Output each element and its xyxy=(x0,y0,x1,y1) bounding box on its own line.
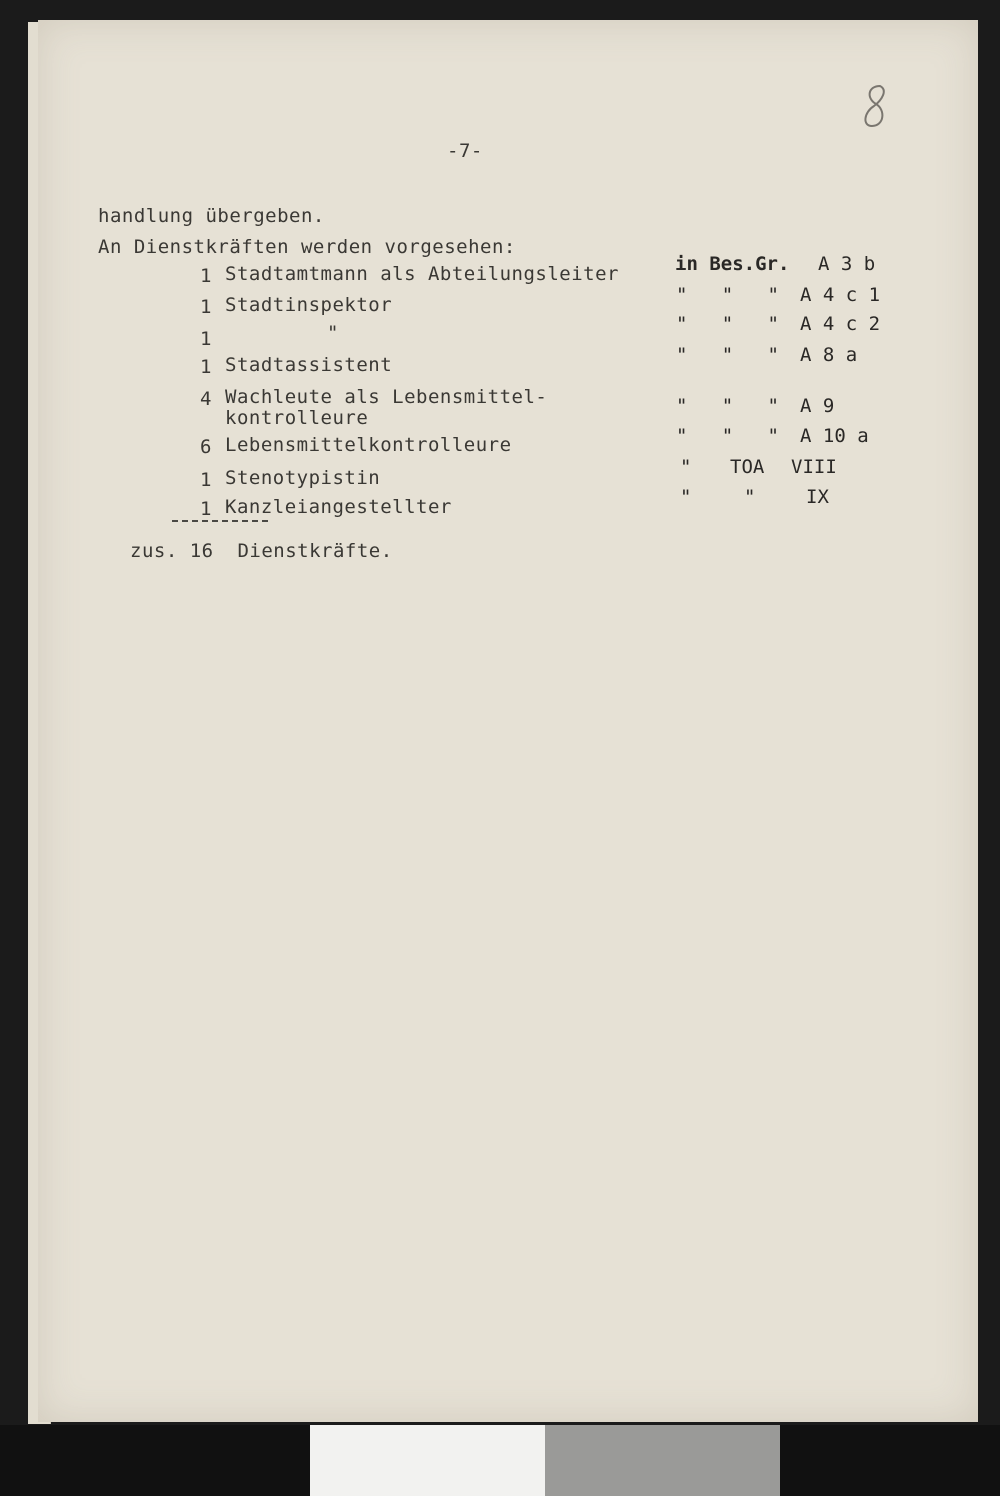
calibration-strip-black-right xyxy=(780,1425,1000,1496)
grade-prefix: " " " xyxy=(676,344,779,366)
page-number: -7- xyxy=(447,140,483,162)
staff-title: Stenotypistin xyxy=(225,467,381,489)
intro-line-1: handlung übergeben. xyxy=(98,205,325,227)
staff-count: 1 xyxy=(200,356,212,378)
grade-value: A 4 c 1 xyxy=(800,284,881,306)
grade-mid: " xyxy=(744,486,756,508)
grade-value: A 3 b xyxy=(818,253,876,275)
grade-value: A 9 xyxy=(800,395,835,417)
grade-value: IX xyxy=(806,486,829,508)
grade-prefix: " " " xyxy=(676,313,779,335)
staff-count: 1 xyxy=(200,328,212,350)
grade-prefix: " " " xyxy=(676,425,779,447)
total-underline xyxy=(172,520,268,522)
grade-prefix: in Bes.Gr. xyxy=(675,253,790,275)
calibration-strip-black xyxy=(0,1425,310,1496)
staff-title: " xyxy=(327,322,339,344)
grade-prefix: " " " xyxy=(676,284,779,306)
grade-prefix: " " " xyxy=(676,395,779,417)
grade-value: A 10 a xyxy=(800,425,869,447)
staff-title: Kanzleiangestellter xyxy=(225,496,452,518)
grade-prefix: " xyxy=(680,456,692,478)
intro-line-2: An Dienstkräften werden vorgesehen: xyxy=(98,236,516,258)
staff-count: 1 xyxy=(200,296,212,318)
grade-value: A 8 a xyxy=(800,344,858,366)
staff-count: 1 xyxy=(200,469,212,491)
document-page xyxy=(38,20,978,1422)
handwritten-page-number xyxy=(858,82,892,132)
staff-count: 4 xyxy=(200,388,212,410)
grade-mid: TOA xyxy=(730,456,765,478)
grade-value: VIII xyxy=(791,456,837,478)
staff-title-continued: kontrolleure xyxy=(225,407,369,429)
staff-title: Wachleute als Lebensmittel- xyxy=(225,386,548,408)
staff-title: Stadtamtmann als Abteilungsleiter xyxy=(225,263,619,285)
staff-title: Stadtassistent xyxy=(225,354,393,376)
total-line: zus. 16 Dienstkräfte. xyxy=(130,540,393,562)
staff-title: Stadtinspektor xyxy=(225,294,393,316)
staff-count: 1 xyxy=(200,265,212,287)
staff-count: 1 xyxy=(200,498,212,520)
grade-prefix: " xyxy=(680,486,692,508)
calibration-strip-gray xyxy=(545,1425,780,1496)
grade-value: A 4 c 2 xyxy=(800,313,881,335)
staff-title: Lebensmittelkontrolleure xyxy=(225,434,512,456)
staff-count: 6 xyxy=(200,436,212,458)
calibration-strip-white xyxy=(310,1425,545,1496)
